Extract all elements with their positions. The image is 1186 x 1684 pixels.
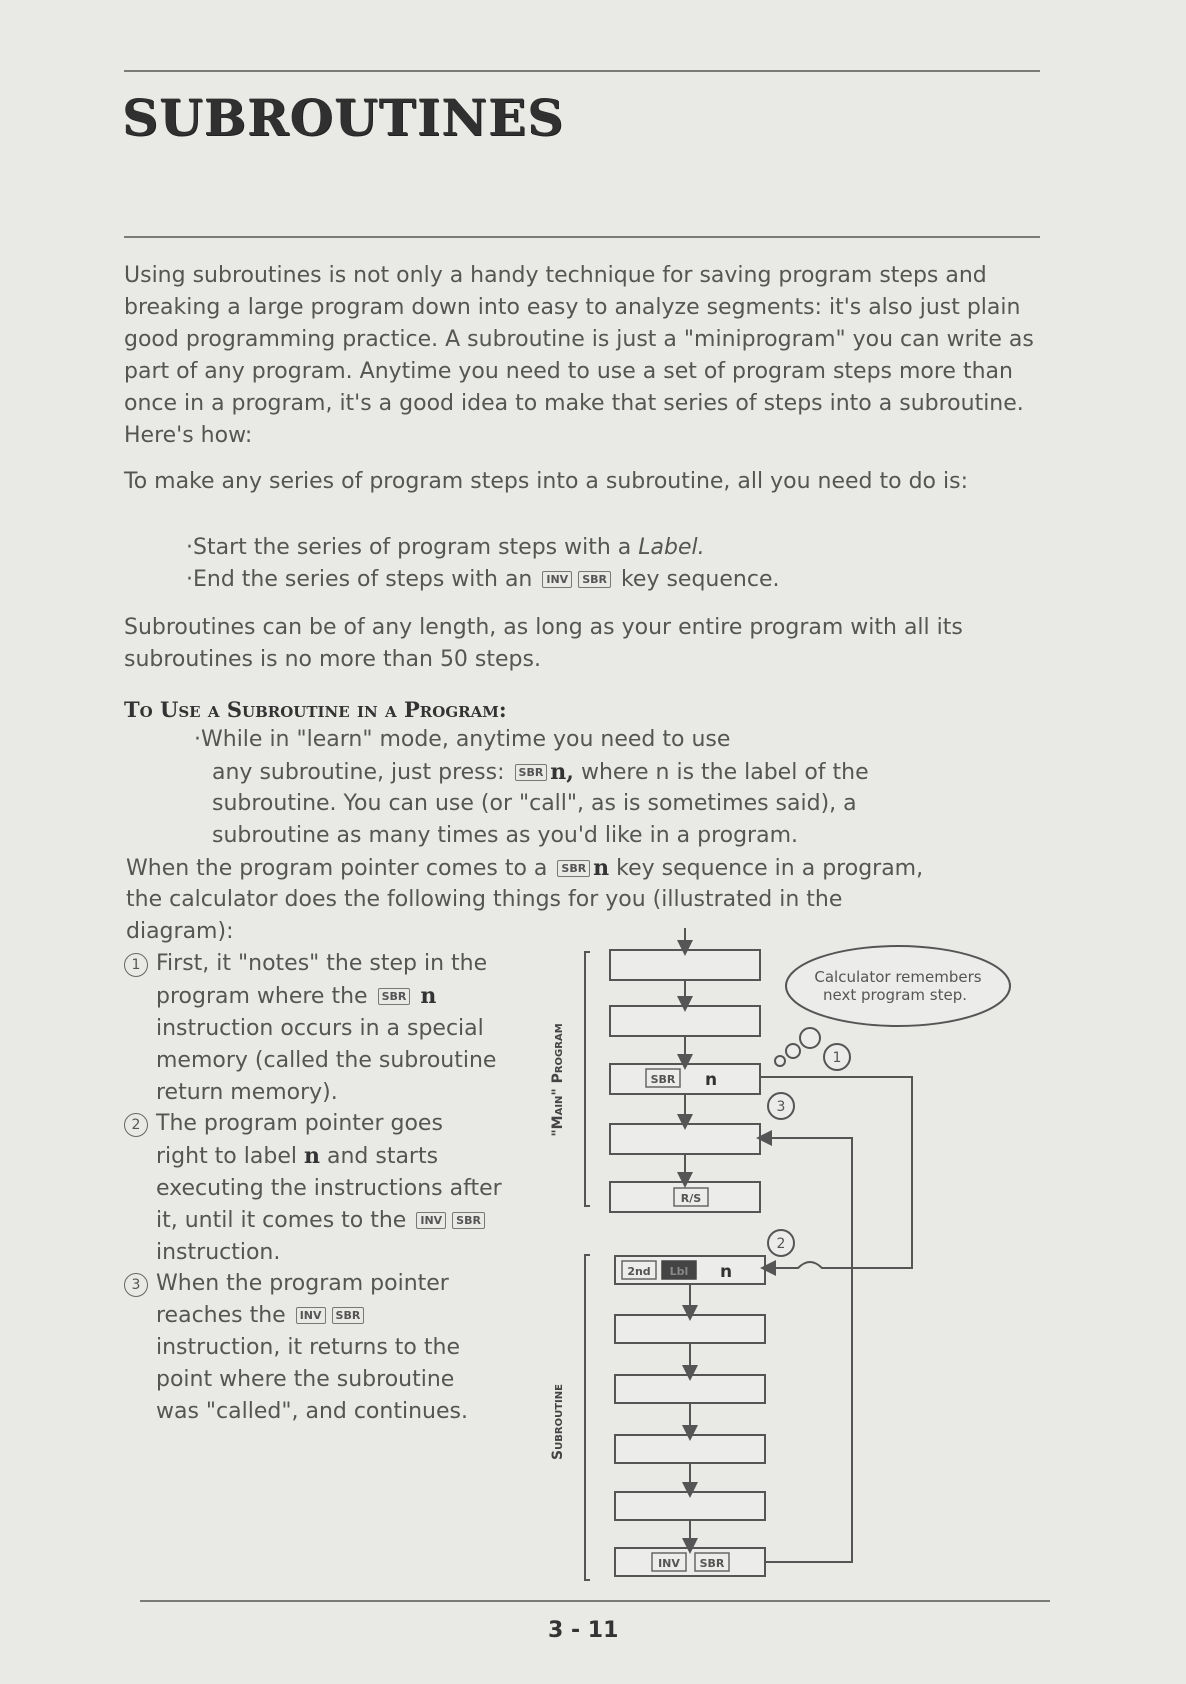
step-2-line-2 — [156, 1140, 502, 1173]
bubble-line-2: next program step. — [822, 986, 968, 1004]
step-2 — [124, 1108, 502, 1269]
step-1-line-4: memory (called the subroutine — [156, 1048, 497, 1073]
step-3-line-5: was "called", and continues. — [156, 1399, 468, 1424]
step-2-line-1: The program pointer goes — [156, 1111, 443, 1136]
sbr-key: SBR — [452, 1212, 485, 1229]
use-line-3: subroutine. You can use (or "call", as is sometimes said), a — [212, 791, 857, 816]
use-line-1: ·While in "learn" mode, anytime you need to use — [194, 727, 731, 752]
bullet-2-post: key sequence. — [620, 567, 780, 592]
step-1-line-3: instruction occurs in a special — [156, 1016, 484, 1041]
step-2-line-4-text: it, until it comes to the — [156, 1208, 407, 1233]
step-3-line-2-text: reaches the — [156, 1303, 286, 1328]
use-line-2-text: any subroutine, just press: — [212, 760, 505, 785]
page-number: 3 - 11 — [548, 1618, 619, 1643]
diagram-n-1: n — [705, 1070, 718, 1090]
use-line-2-post: where n is the label of the — [580, 760, 869, 785]
make-bullet-1 — [186, 532, 705, 564]
sbr-key: SBR — [557, 860, 590, 877]
step-3-line-3: instruction, it returns to the — [156, 1335, 460, 1360]
main-box-sbr — [610, 1064, 760, 1094]
page-title: SUBROUTINES — [122, 88, 565, 147]
make-bullet-2 — [186, 564, 779, 596]
inv-key: INV — [416, 1212, 446, 1229]
n-symbol: n — [420, 983, 437, 1009]
step-3-line-2 — [156, 1300, 468, 1332]
step-2-line-2-text: right to label — [156, 1144, 297, 1169]
step-2-line-2-post: and starts — [326, 1144, 439, 1169]
n-symbol: n — [303, 1143, 320, 1169]
label-emphasis: Label. — [638, 535, 705, 560]
sbr-key: SBR — [332, 1307, 365, 1324]
main-box-4 — [610, 1124, 760, 1154]
step-1-line-1: First, it "notes" the step in the — [156, 951, 488, 976]
marker-3-label: 3 — [776, 1099, 786, 1115]
n-symbol: n, — [550, 759, 574, 785]
sbr-key: SBR — [515, 764, 548, 781]
sub-box-3 — [615, 1375, 765, 1403]
section-heading: To Use a Subroutine in a Program: — [124, 697, 507, 722]
use-line-7: diagram): — [126, 919, 234, 944]
main-program-label: "Main" Program — [550, 1023, 566, 1137]
subroutine-flow-diagram — [540, 910, 1060, 1590]
bubble-line-1: Calculator remembers — [814, 968, 982, 986]
use-line-4: subroutine as many times as you'd like in a program. — [212, 823, 799, 848]
use-line-2 — [212, 756, 869, 789]
top-rule — [124, 70, 1040, 72]
make-lead: To make any series of program steps into a subroutine, all you need to do is: — [124, 469, 968, 494]
step-2-line-5: instruction. — [156, 1240, 281, 1265]
diagram-inv-key: INV — [658, 1557, 680, 1570]
inv-key: INV — [296, 1307, 326, 1324]
length-note: Subroutines can be of any length, as long as your entire program with all its subroutines is no more than 50 steps. — [124, 615, 963, 672]
step-2-line-3: executing the instructions after — [156, 1176, 502, 1201]
sub-box-2 — [615, 1315, 765, 1343]
subroutine-label: Subroutine — [550, 1384, 566, 1460]
bullet-2-text: ·End the series of steps with an — [186, 567, 533, 592]
title-rule — [124, 236, 1040, 238]
step-3-line-4: point where the subroutine — [156, 1367, 455, 1392]
diagram-n-2: n — [720, 1262, 733, 1282]
sbr-key: SBR — [578, 571, 611, 588]
step-1 — [124, 948, 496, 1109]
use-line-5-text: When the program pointer comes to a — [126, 856, 548, 881]
bullet-1-text: ·Start the series of program steps with a — [186, 535, 639, 560]
step-1-marker: 1 — [124, 953, 148, 977]
step-2-line-4 — [156, 1205, 502, 1237]
diagram-rs-key: R/S — [680, 1192, 702, 1205]
diagram-sbr-key-2: SBR — [699, 1557, 725, 1570]
step-3-line-1: When the program pointer — [156, 1271, 449, 1296]
sub-box-inv-sbr — [615, 1548, 765, 1576]
sub-box-5 — [615, 1492, 765, 1520]
step-3 — [124, 1268, 468, 1428]
sbr-key: SBR — [378, 988, 411, 1005]
main-box-2 — [610, 1006, 760, 1036]
diagram-sbr-key: SBR — [650, 1073, 676, 1086]
marker-2-label: 2 — [776, 1236, 786, 1252]
use-line-6: the calculator does the following things for you (illustrated in the — [126, 887, 843, 912]
main-program-bracket — [585, 952, 590, 1206]
use-line-5-post: key sequence in a program, — [616, 856, 924, 881]
diagram-lbl-key: Lbl — [669, 1265, 689, 1278]
step-1-line-2 — [156, 980, 496, 1013]
marker-1-label: 1 — [832, 1050, 842, 1066]
return-path — [764, 1138, 852, 1562]
inv-key: INV — [542, 571, 572, 588]
main-box-1 — [610, 950, 760, 980]
diagram-2nd-key: 2nd — [627, 1265, 651, 1278]
step-1-line-5: return memory). — [156, 1080, 338, 1105]
sub-box-4 — [615, 1435, 765, 1463]
step-2-marker: 2 — [124, 1113, 148, 1137]
subroutine-bracket — [585, 1255, 590, 1580]
n-symbol: n — [593, 855, 610, 881]
bottom-rule — [140, 1600, 1050, 1602]
use-line-5 — [126, 852, 923, 885]
step-1-line-2-text: program where the — [156, 984, 368, 1009]
step-3-marker: 3 — [124, 1273, 148, 1297]
intro-paragraph: Using subroutines is not only a handy technique for saving program steps and breaking a large program down into easy to analyze segments: it's also just plain good programming practice. A subroutine is just a "miniprogram" you can write as part of any program. Anytime you need to use a set of program steps more than once in a program, it's a good idea to make that series of steps into a subroutine. Here's how: — [124, 263, 1034, 448]
